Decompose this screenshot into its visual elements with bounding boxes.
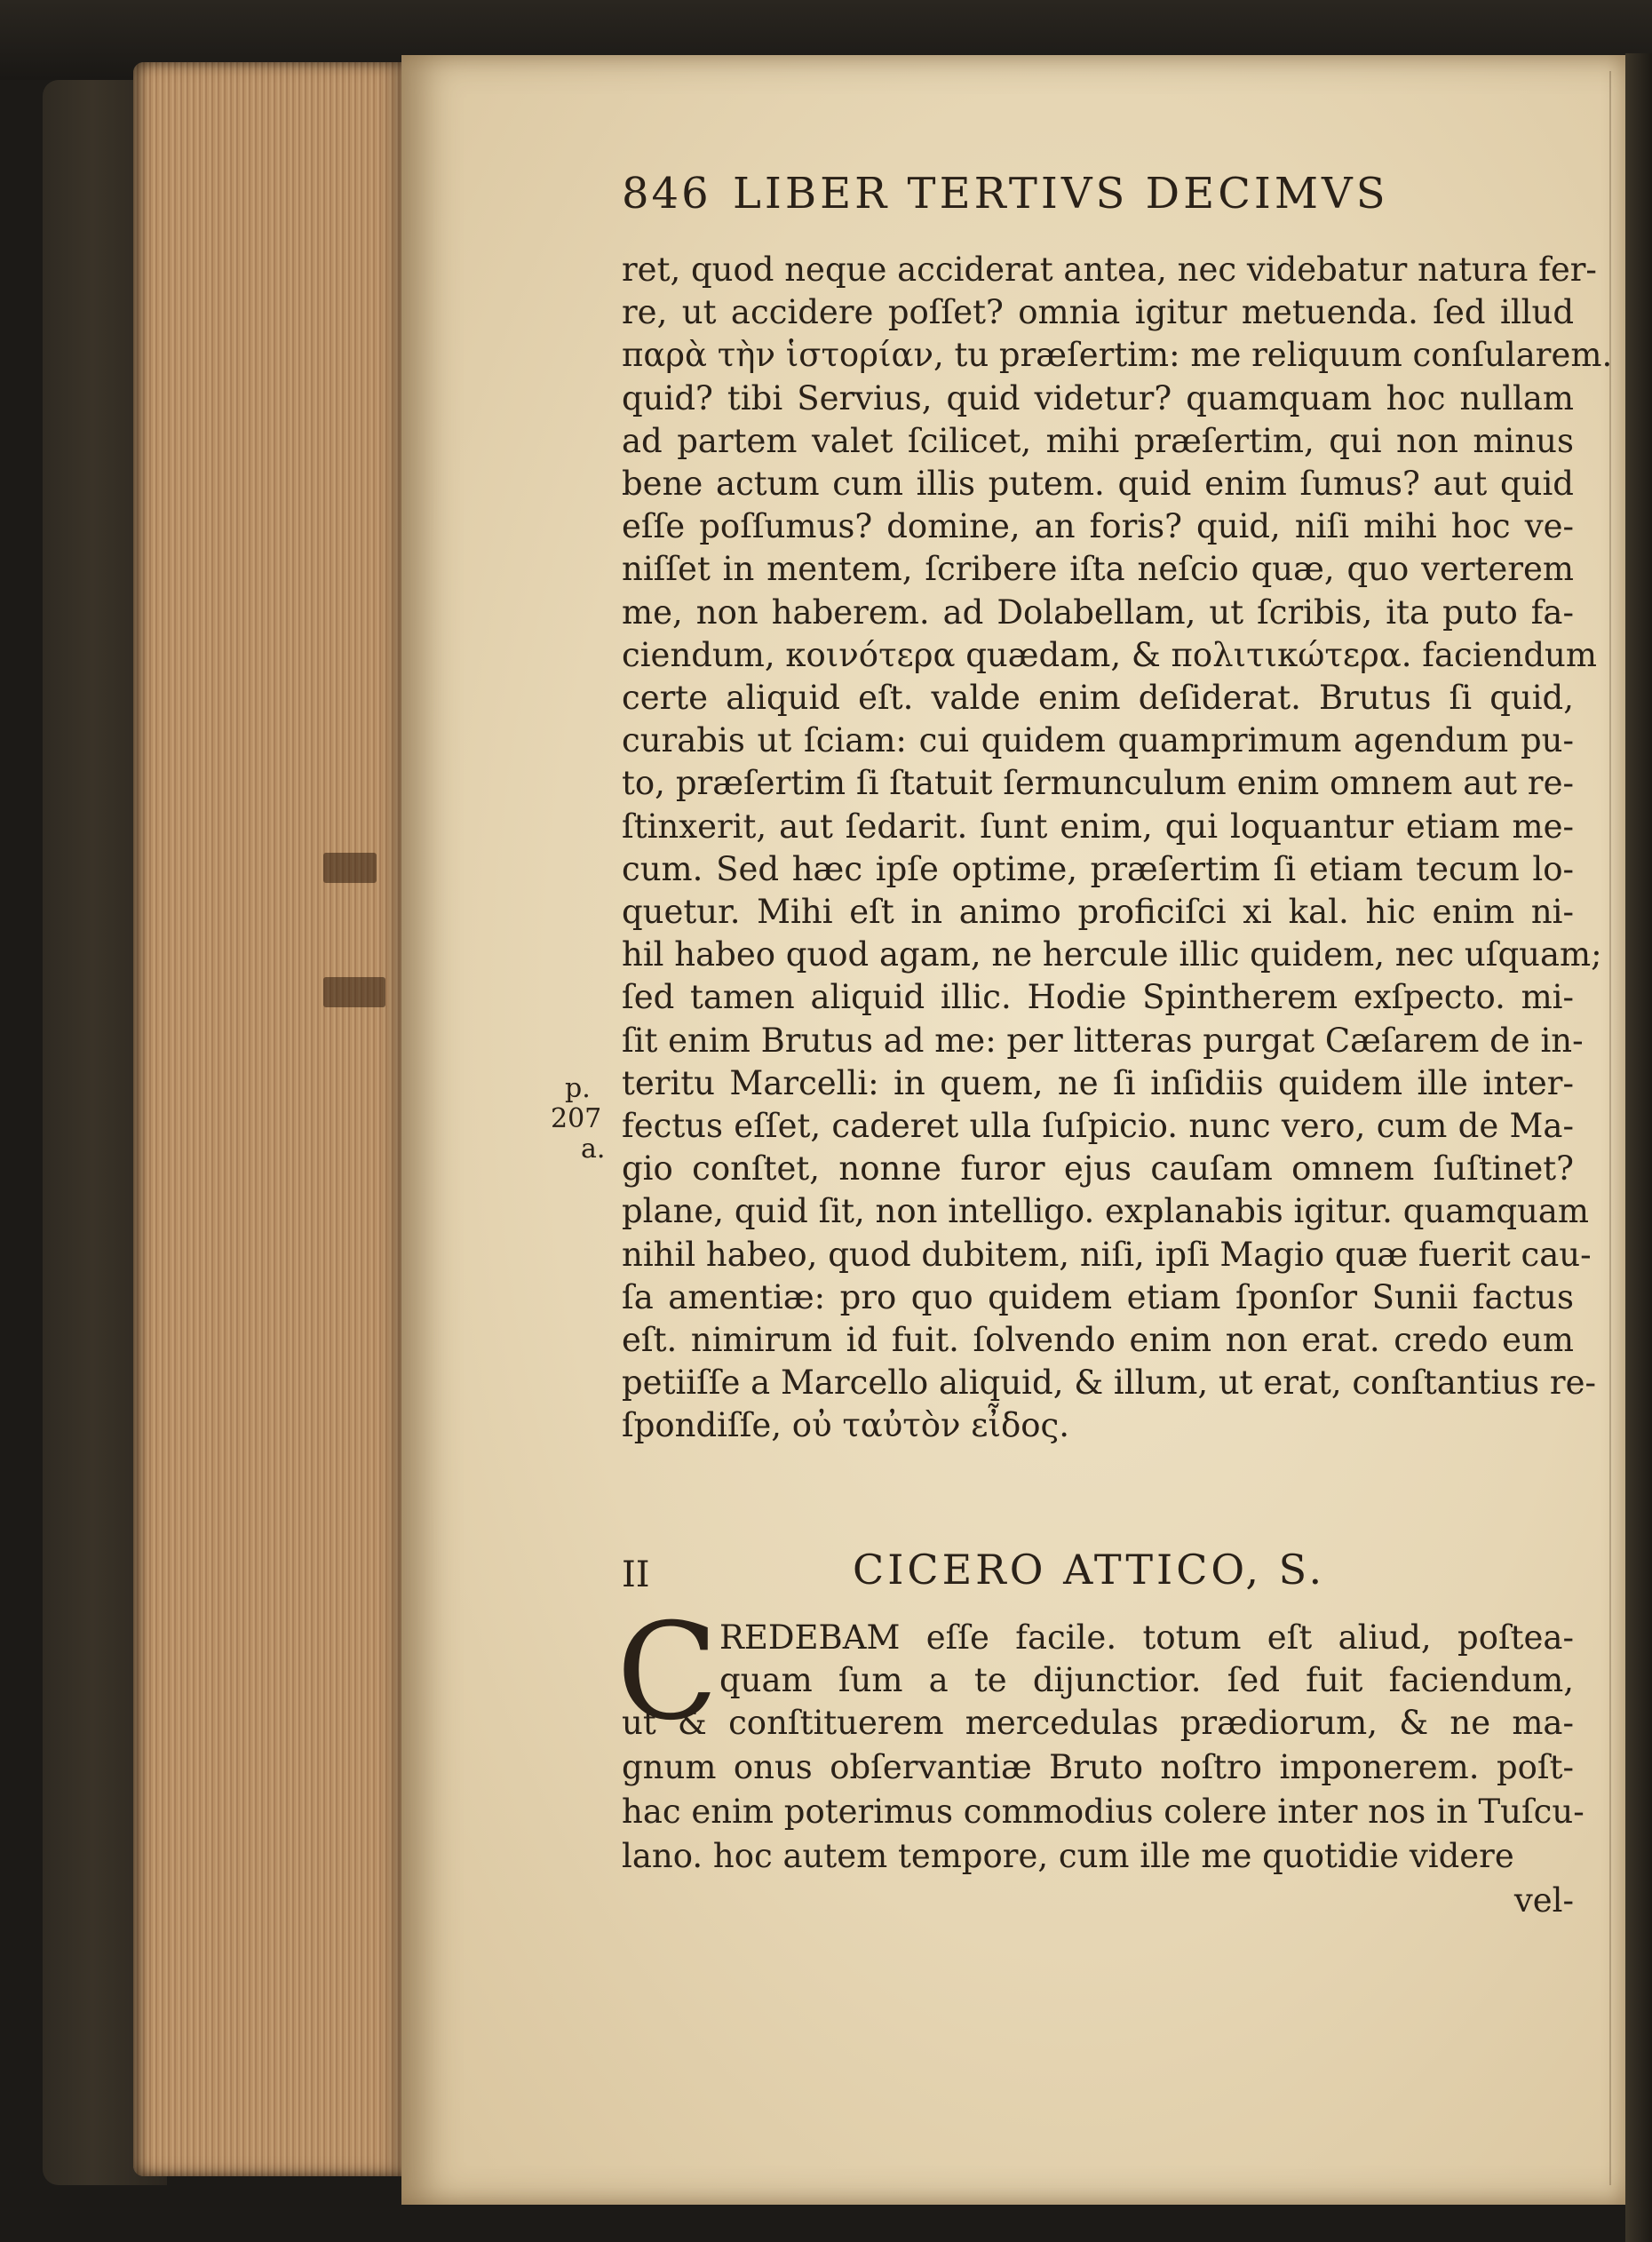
text-line: gio conſtet, nonne furor ejus cauſam omnem ſuſtinet? xyxy=(622,1149,1574,1189)
drop-cap: C xyxy=(616,1595,719,1750)
text-line: quid? tibi Servius, quid videtur? quamquam hoc nullam xyxy=(622,378,1574,417)
text-line: niſſet in mentem, ſcribere iſta neſcio quæ, quo verterem xyxy=(622,550,1574,589)
text-line: eſt. nimirum id fuit. ſolvendo enim non erat. credo eum xyxy=(622,1321,1574,1359)
margin-note-column: a. xyxy=(581,1133,606,1165)
text-line: re, ut accidere poſſet? omnia igitur metuenda. ſed illud xyxy=(622,293,1574,332)
text-line: eſſe poſſumus? domine, an foris? quid, niſi mihi hoc ve- xyxy=(622,507,1574,546)
margin-note-page: p. xyxy=(565,1073,591,1104)
letter-number: II xyxy=(622,1554,650,1595)
text-line: ut & conſtituerem mercedulas prædiorum, & ne ma- xyxy=(622,1704,1574,1742)
text-line: hac enim poterimus commodius colere inter nos in Tuſcu- xyxy=(622,1793,1584,1831)
text-line: plane, quid ſit, non intelligo. explanabis igitur. quamquam xyxy=(622,1192,1590,1231)
text-line: ſit enim Brutus ad me: per litteras purgat Cæſarem de in- xyxy=(622,1021,1584,1060)
page-header xyxy=(622,169,1510,231)
text-line: bene actum cum illis putem. quid enim ſumus? aut quid xyxy=(622,465,1574,503)
page-fold-line xyxy=(1609,71,1611,2185)
page-number: 846 xyxy=(622,169,711,219)
text-line: curabis ut ſciam: cui quidem quamprimum agendum pu- xyxy=(622,721,1574,760)
text-line: hil habeo quod agam, ne hercule illic quidem, nec uſquam; xyxy=(622,935,1602,974)
text-line: ret, quod neque acciderat antea, nec videbatur natura fer- xyxy=(622,250,1597,289)
text-line: παρὰ τὴν ἱστορίαν, tu præſertim: me reliquum conſularem. xyxy=(622,336,1613,375)
page-edges xyxy=(133,62,404,2176)
letter-second-line: quam ſum a te dijunctior. ſed fuit faciendum, xyxy=(719,1661,1574,1699)
running-title: LIBER TERTIVS DECIMVS xyxy=(733,169,1389,219)
text-line: me, non haberem. ad Dolabellam, ut ſcribis, ita puto fa- xyxy=(622,592,1574,632)
text-line: ſa amentiæ: pro quo quidem etiam ſponſor Sunii factus xyxy=(622,1277,1574,1316)
page-edge-mark xyxy=(323,853,377,883)
book-cover-right xyxy=(1625,53,1652,2242)
text-line: to, præſertim ſi ſtatuit ſermunculum enim omnem aut re- xyxy=(622,764,1574,803)
text-line: ſpondiſſe, οὐ ταὐτὸν εἶδος. xyxy=(622,1406,1069,1445)
text-line: certe aliquid eſt. valde enim deſiderat. Brutus ſi quid, xyxy=(622,679,1574,717)
text-line: teritu Marcelli: in quem, ne ſi inſidiis quidem ille inter- xyxy=(622,1063,1574,1102)
margin-note-number: 207 xyxy=(551,1103,602,1134)
text-line: nihil habeo, quod dubitem, niſi, ipſi Magio quæ fuerit cau- xyxy=(622,1235,1592,1274)
text-line: ciendum, κοινότερα quædam, & πολιτικώτερα. faciendum xyxy=(622,635,1597,674)
text-line: petiiſſe a Marcello aliquid, & illum, ut erat, conſtantius re- xyxy=(622,1363,1596,1403)
text-line: cum. Sed hæc ipſe optime, præſertim ſi etiam tecum lo- xyxy=(622,849,1574,888)
text-line: lano. hoc autem tempore, cum ille me quotidie videre xyxy=(622,1837,1514,1875)
text-line: fectus eſſet, caderet ulla ſuſpicio. nunc vero, cum de Ma- xyxy=(622,1107,1574,1145)
text-line: quetur. Mihi eſt in animo proficiſci xi kal. hic enim ni- xyxy=(622,893,1574,931)
catchword: vel- xyxy=(1513,1881,1574,1920)
text-line: ſed tamen aliquid illic. Hodie Spintherem exſpecto. mi- xyxy=(622,978,1574,1017)
text-line: ſtinxerit, aut ſedarit. ſunt enim, qui loquantur etiam me- xyxy=(622,807,1574,846)
letter-first-line: REDEBAM eſſe facile. totum eſt aliud, poſtea- xyxy=(719,1618,1574,1657)
page-edge-mark xyxy=(323,977,385,1007)
text-line: gnum onus obſervantiæ Bruto noſtro imponerem. poſt- xyxy=(622,1748,1574,1786)
text-line: ad partem valet ſcilicet, mihi præſertim, qui non minus xyxy=(622,421,1574,460)
letter-heading: CICERO ATTICO, S. xyxy=(853,1546,1326,1594)
